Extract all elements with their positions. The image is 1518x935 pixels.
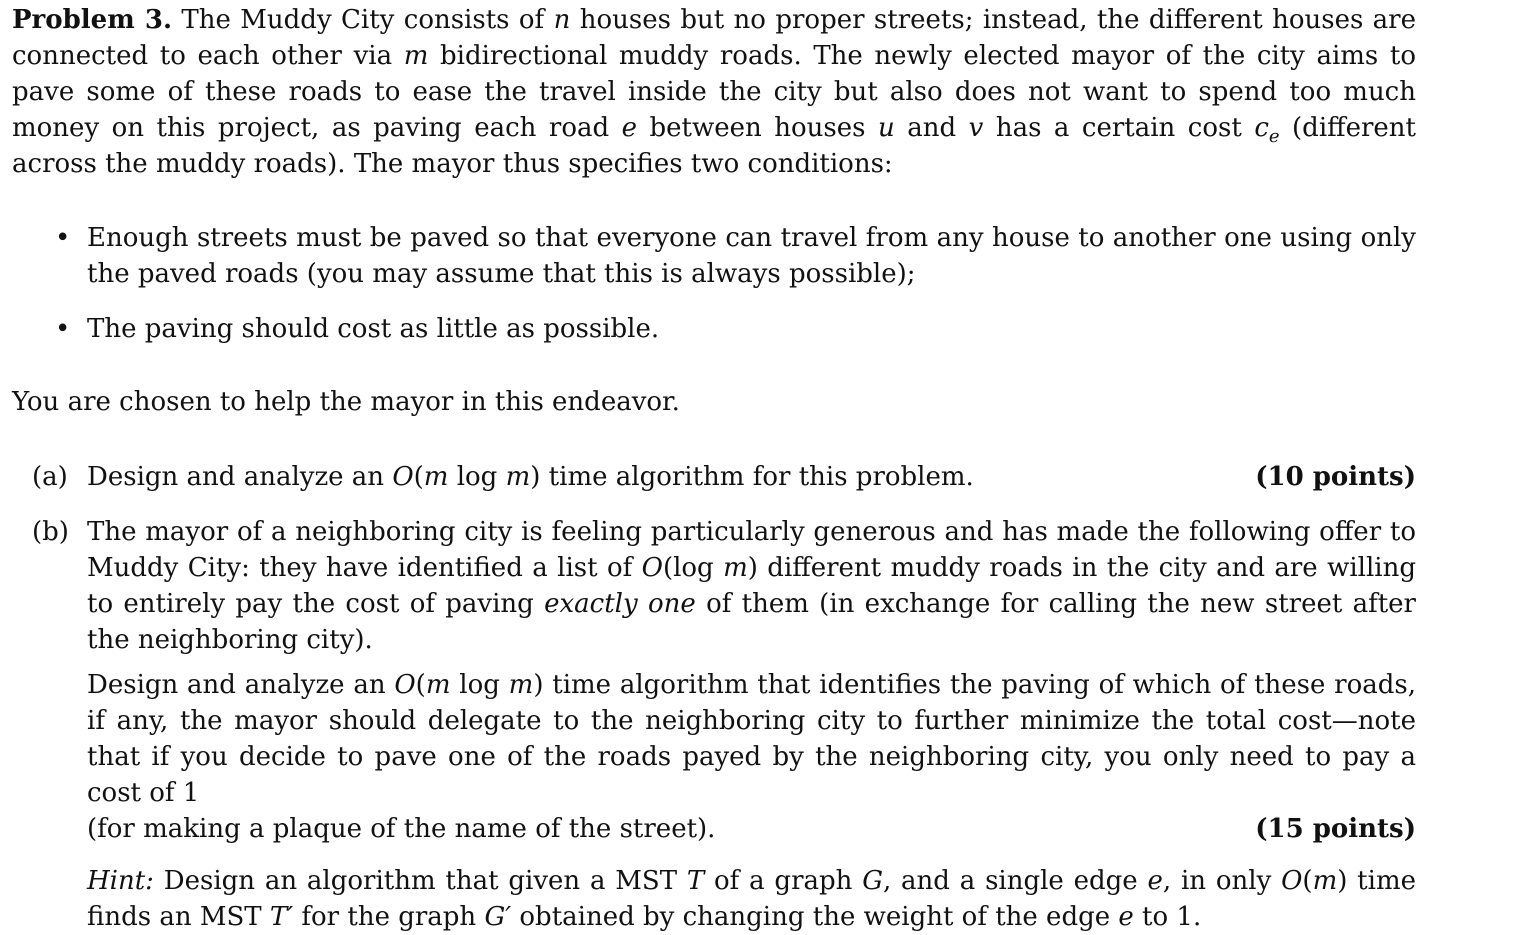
math: log — [450, 670, 509, 700]
bullet-marker: • — [55, 223, 71, 253]
part-b-last-line — [87, 811, 1416, 847]
part-b-last-text: (for making a plaque of the name of the street). — [87, 814, 716, 844]
math: m — [1312, 866, 1338, 896]
var-v: v — [968, 113, 984, 143]
part-a-label: (a) — [32, 462, 68, 492]
var-e: e — [621, 113, 638, 143]
chosen-sentence: You are chosen to help the mayor in this endeavor. — [12, 387, 680, 417]
hint-label: Hint: — [87, 866, 154, 896]
part-a — [12, 459, 1416, 495]
text: Design and analyze an — [87, 670, 395, 700]
var-m: m — [403, 41, 429, 71]
math: O — [394, 670, 416, 700]
math: ( — [1302, 866, 1313, 896]
math: m — [425, 670, 451, 700]
intro-text: and — [894, 113, 969, 143]
text: time finds an MST — [87, 866, 1416, 932]
part-a-text — [87, 459, 974, 495]
intro-text: The Muddy City consists of — [181, 5, 554, 35]
var-c-subscript: e — [1268, 126, 1280, 148]
intro-text: (different across the muddy roads). The mayor thus specifies two conditions: — [12, 113, 1416, 179]
problem-intro — [12, 2, 1416, 182]
math: e — [1118, 902, 1134, 932]
math: (log — [662, 553, 724, 583]
emphasis: exactly one — [544, 589, 696, 619]
math: G′ — [484, 902, 512, 932]
problem-page — [12, 0, 1416, 935]
intro-text: bidirectional muddy roads. The newly elected mayor of the city aims to pave some of these roads to ease the travel inside the city but also does not want to spend too much money on this project, as paving each road — [12, 41, 1416, 143]
var-u: u — [877, 113, 895, 143]
text: , and a single edge — [882, 866, 1148, 896]
text: time algorithm that identifies the paving of which of these roads, if any, the mayor should delegate to the neighboring city to further minimize the total cost—note that if you decide to pave one of the roads payed by the neighboring city, you only need to pay a cost of 1 — [87, 670, 1416, 808]
problem-title: Problem 3. — [12, 5, 173, 35]
text: of a graph — [704, 866, 863, 896]
math: ( — [413, 462, 424, 492]
hint-paragraph — [87, 863, 1416, 935]
math: log — [448, 462, 506, 492]
part-a-line — [87, 459, 1416, 495]
text: different muddy roads in the city and are willing to entirely pay the cost of paving — [87, 553, 1416, 619]
part-b-label: (b) — [32, 517, 69, 547]
part-b-paragraph-2 — [87, 667, 1416, 811]
text: Design and analyze an — [87, 462, 393, 492]
math: O — [1281, 866, 1303, 896]
list-item — [12, 311, 1416, 347]
problem-parts — [12, 459, 1416, 935]
part-b — [12, 514, 1416, 935]
text: time algorithm for this problem. — [540, 462, 974, 492]
part-b-points: (15 points) — [1255, 814, 1416, 844]
math: ) — [530, 462, 541, 492]
text: of them (in exchange for calling the new street after the neighboring city). — [87, 589, 1416, 655]
math: e — [1147, 866, 1163, 896]
text: obtained by changing the weight of the edge — [511, 902, 1119, 932]
condition-text: Enough streets must be paved so that everyone can travel from any house to another one using only the paved roads (you may assume that this is always possible); — [87, 223, 1416, 289]
var-c: c — [1254, 113, 1269, 143]
part-a-points: (10 points) — [1255, 462, 1416, 492]
text: for the graph — [293, 902, 485, 932]
math: O — [392, 462, 414, 492]
math: G — [862, 866, 883, 896]
math: m — [505, 462, 531, 492]
intro-text: houses but no proper streets; instead, the different houses are connected to each other via — [12, 5, 1416, 71]
bullet-marker: • — [55, 314, 71, 344]
text: to 1. — [1133, 902, 1202, 932]
list-item — [12, 220, 1416, 292]
math: ) — [533, 670, 544, 700]
intro-text: has a certain cost — [983, 113, 1255, 143]
math: T — [686, 866, 705, 896]
conditions-list — [12, 220, 1416, 347]
math: m — [508, 670, 534, 700]
text: , in only — [1162, 866, 1282, 896]
math: O — [641, 553, 663, 583]
math: m — [423, 462, 449, 492]
part-b-paragraph-1 — [87, 514, 1416, 658]
math: m — [723, 553, 748, 583]
math: ) — [1337, 866, 1348, 896]
text: The mayor of a neighboring city is feeling particularly generous and has made the following offer to Muddy City: they have identified a list of — [87, 517, 1416, 583]
var-n: n — [553, 5, 571, 35]
math: T′ — [269, 902, 294, 932]
text: Design an algorithm that given a MST — [153, 866, 687, 896]
math: ( — [415, 670, 426, 700]
math: ) — [747, 553, 758, 583]
intro-text: between houses — [637, 113, 878, 143]
condition-text: The paving should cost as little as possible. — [87, 314, 660, 344]
